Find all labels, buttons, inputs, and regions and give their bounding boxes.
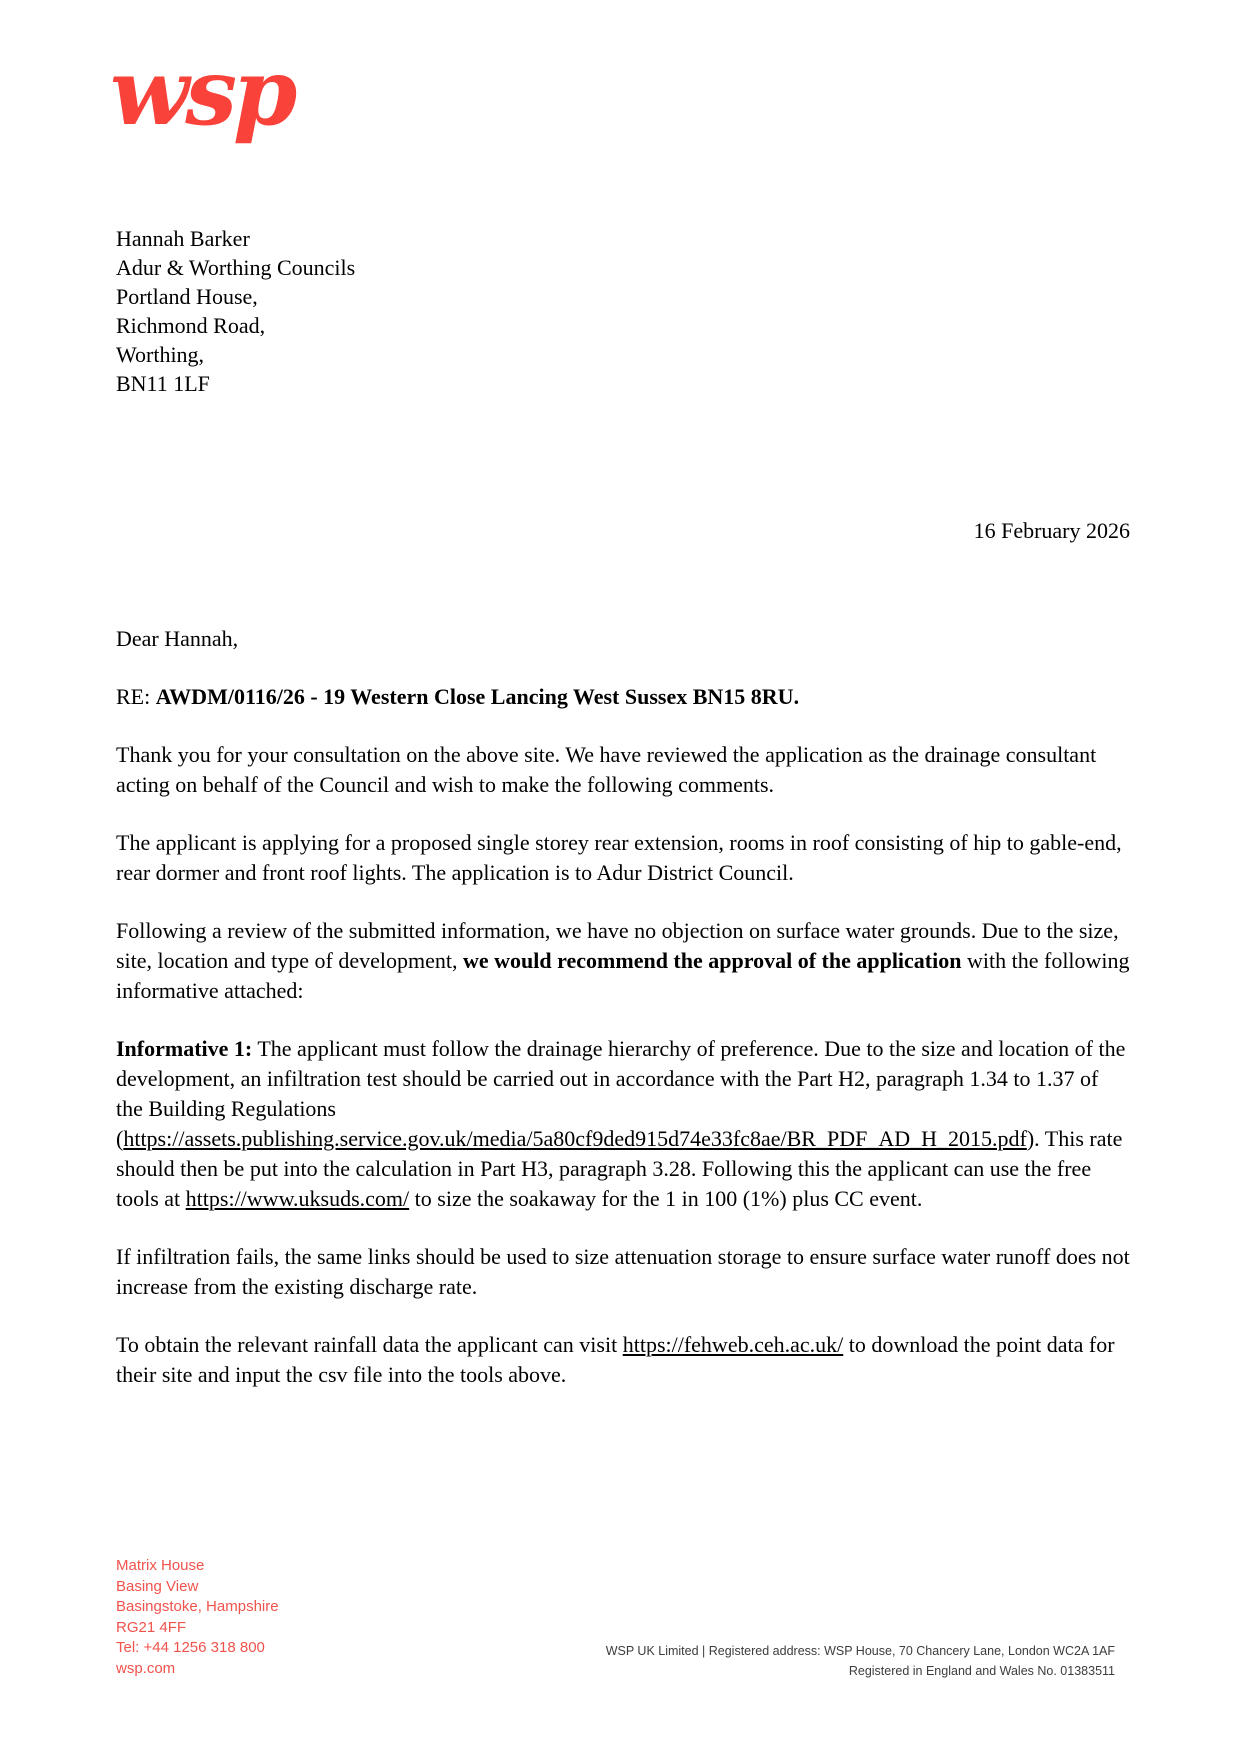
recipient-address-line: Portland House, — [116, 284, 258, 309]
hyperlink[interactable]: https://assets.publishing.service.gov.uk/media/5a80cf9ded915d74e33fc8ae/BR_PDF_AD_H_2015.pdf — [123, 1126, 1027, 1151]
footer-office-line: Tel: +44 1256 318 800 — [116, 1639, 265, 1656]
footer-office-line: Basingstoke, Hampshire — [116, 1598, 279, 1615]
paragraph-application-description — [116, 828, 1130, 888]
letter-body — [116, 624, 1130, 1418]
paragraph-consultation-thanks — [116, 740, 1130, 800]
letter-date: 16 February 2026 — [973, 518, 1130, 543]
text-segment: The applicant must follow the drainage hierarchy of preference. Due to the size and location of the development, an infiltration test should be carried out in accordance with the Part H2, paragraph 1.34 to 1.37 of the Building Regulations ( — [116, 1036, 1126, 1151]
recipient-address-line: BN11 1LF — [116, 371, 210, 396]
bold-text-segment: Informative 1: — [116, 1036, 253, 1061]
footer-office-address — [116, 1556, 279, 1679]
recipient-address — [116, 224, 355, 398]
text-segment: Following a review of the submitted information, we have no objection on surface water grounds. Due to the size, site, location and type of development, — [116, 918, 1119, 973]
hyperlink[interactable]: https://www.uksuds.com/ — [185, 1186, 410, 1211]
text-segment: To obtain the relevant rainfall data the applicant can visit — [116, 1332, 623, 1357]
recipient-address-line: Hannah Barker — [116, 226, 250, 251]
footer-office-line: wsp.com — [116, 1659, 176, 1677]
subject-line — [116, 682, 1130, 712]
footer-office-line: Basing View — [116, 1577, 199, 1595]
text-segment: The applicant is applying for a proposed single storey rear extension, rooms in roof consisting of hip to gable-end, rear dormer and front roof lights. The application is to Adur District Council. — [116, 830, 1122, 885]
paragraph-informative-1 — [116, 1034, 1130, 1214]
text-segment: If infiltration fails, the same links should be used to size attenuation storage to ensure surface water runoff does not increase from the existing discharge rate. — [116, 1244, 1130, 1299]
footer-office-line: Matrix House — [116, 1557, 205, 1574]
recipient-address-line: Worthing, — [116, 342, 205, 367]
paragraph-recommendation — [116, 916, 1130, 1006]
text-segment: RE: — [116, 684, 156, 709]
text-segment: ). This rate should then be put into the calculation in Part H3, paragraph 3.28. Following this the applicant can use the free tools at — [116, 1126, 1123, 1211]
bold-text-segment: we would recommend the approval of the application — [463, 948, 962, 973]
footer-office-line: RG21 4FF — [116, 1618, 187, 1636]
text-segment: to size the soakaway for the 1 in 100 (1%) plus CC event. — [409, 1186, 923, 1211]
recipient-address-line: Adur & Worthing Councils — [116, 255, 356, 280]
salutation: Dear Hannah, — [116, 626, 239, 651]
footer-legal-line: Registered in England and Wales No. 01383511 — [848, 1664, 1115, 1678]
text-segment: Thank you for your consultation on the above site. We have reviewed the application as the drainage consultant acting on behalf of the Council and wish to make the following comments. — [116, 742, 1097, 797]
text-segment: to download the point data for their site and input the csv file into the tools above. — [116, 1332, 1115, 1387]
hyperlink[interactable]: https://fehweb.ceh.ac.uk/ — [622, 1332, 844, 1357]
text-segment: with the following informative attached: — [116, 948, 1130, 1003]
paragraph-infiltration-fails — [116, 1242, 1130, 1302]
paragraph-rainfall-data — [116, 1330, 1130, 1390]
footer-legal-line: WSP UK Limited | Registered address: WSP House, 70 Chancery Lane, London WC2A 1AF — [605, 1644, 1115, 1658]
footer-legal-registration — [606, 1641, 1115, 1681]
recipient-address-line: Richmond Road, — [116, 313, 266, 338]
bold-text-segment: AWDM/0116/26 - 19 Western Close Lancing West Sussex BN15 8RU. — [155, 684, 800, 709]
wsp-logo: wsp — [110, 38, 294, 146]
